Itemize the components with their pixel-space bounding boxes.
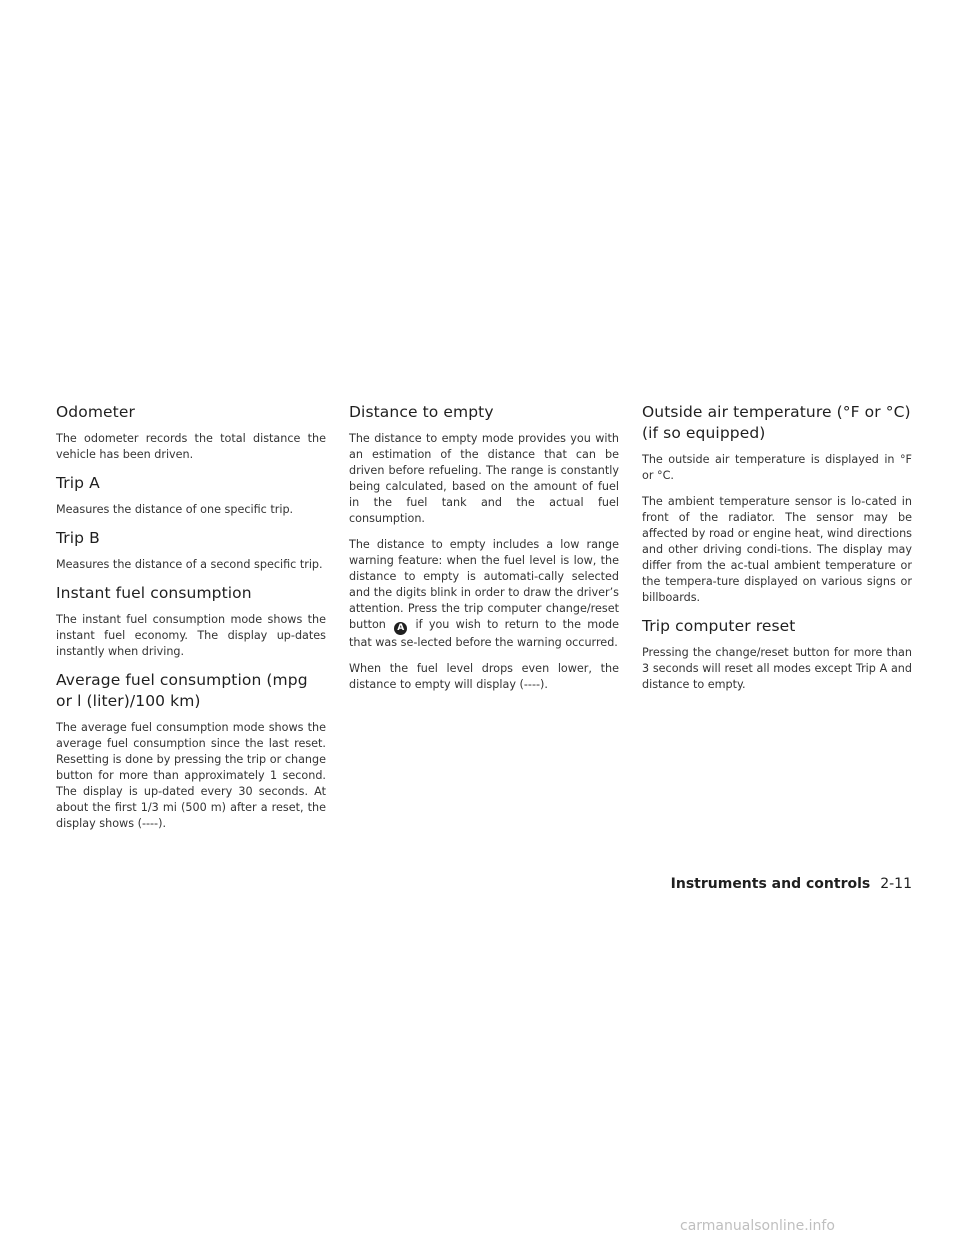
heading-trip-computer-reset: Trip computer reset (642, 617, 796, 635)
text-odometer: The odometer records the total distance the vehicle has been driven. (56, 432, 326, 461)
text-average-fuel: The average fuel consumption mode shows the average fuel consumption since the last reset. Resetting is done by pressing the trip or change button for more than approximately 1 second. The display is up-dated every 30 seconds. At about the first 1/3 mi (500 m) after a reset, the display shows (----). (56, 721, 326, 830)
footer-section-title: Instruments and controls (670, 876, 871, 892)
text-instant-fuel: The instant fuel consumption mode shows the instant fuel economy. The display up-dates instantly when driving. (56, 613, 326, 658)
section-trip-a (56, 473, 326, 518)
section-trip-computer-reset (642, 616, 912, 693)
page-number: 2-11 (880, 876, 912, 892)
section-odometer (56, 402, 326, 463)
heading-trip-a: Trip A (56, 474, 100, 492)
heading-trip-b: Trip B (56, 529, 100, 547)
text-oat-1: The outside air temperature is displayed in °F or °C. (642, 453, 912, 482)
heading-instant-fuel: Instant fuel consumption (56, 584, 252, 602)
text-dte-2-after: if you wish to return to the mode that was se-lected before the warning occurred. (349, 618, 620, 649)
watermark: carmanualsonline.info (680, 1218, 835, 1234)
text-trip-b: Measures the distance of a second specific trip. (56, 558, 323, 571)
text-dte-3: When the fuel level drops even lower, the distance to empty will display (----). (349, 662, 619, 691)
text-oat-2: The ambient temperature sensor is lo-cated in front of the radiator. The sensor may be affected by road or engine heat, wind directions and other driving condi-tions. The display may differ from the ac-tual ambient temperature or the tempera-ture displayed on various signs or billboards. (642, 495, 912, 604)
heading-distance-to-empty: Distance to empty (349, 403, 494, 421)
text-trip-computer-reset: Pressing the change/reset button for more than 3 seconds will reset all modes except Trip A and distance to empty. (642, 646, 912, 691)
section-distance-to-empty (349, 402, 619, 693)
text-dte-2-before: The distance to empty includes a low range warning feature: when the fuel level is low, the distance to empty is automati-cally selected and the digits blink in order to draw the driver’s attention. Press the trip computer change/reset button (349, 538, 619, 631)
section-trip-b (56, 528, 326, 573)
callout-a-icon: A (394, 622, 407, 635)
section-outside-air-temp (642, 402, 912, 606)
text-dte-2 (349, 537, 619, 651)
heading-outside-air-temp: Outside air temperature (°F or °C) (if so equipped) (642, 403, 911, 442)
page-footer (671, 876, 912, 892)
section-average-fuel (56, 670, 326, 832)
text-dte-1: The distance to empty mode provides you with an estimation of the distance that can be driven before refueling. The range is constantly being calculated, based on the amount of fuel in the fuel tank and the actual fuel consumption. (349, 432, 619, 525)
column-3 (642, 402, 912, 703)
column-2 (349, 402, 619, 703)
text-trip-a: Measures the distance of one specific trip. (56, 503, 294, 516)
column-1 (56, 402, 326, 842)
heading-odometer: Odometer (56, 403, 135, 421)
heading-average-fuel: Average fuel consumption (mpg or l (liter)/100 km) (56, 671, 308, 710)
section-instant-fuel (56, 583, 326, 660)
